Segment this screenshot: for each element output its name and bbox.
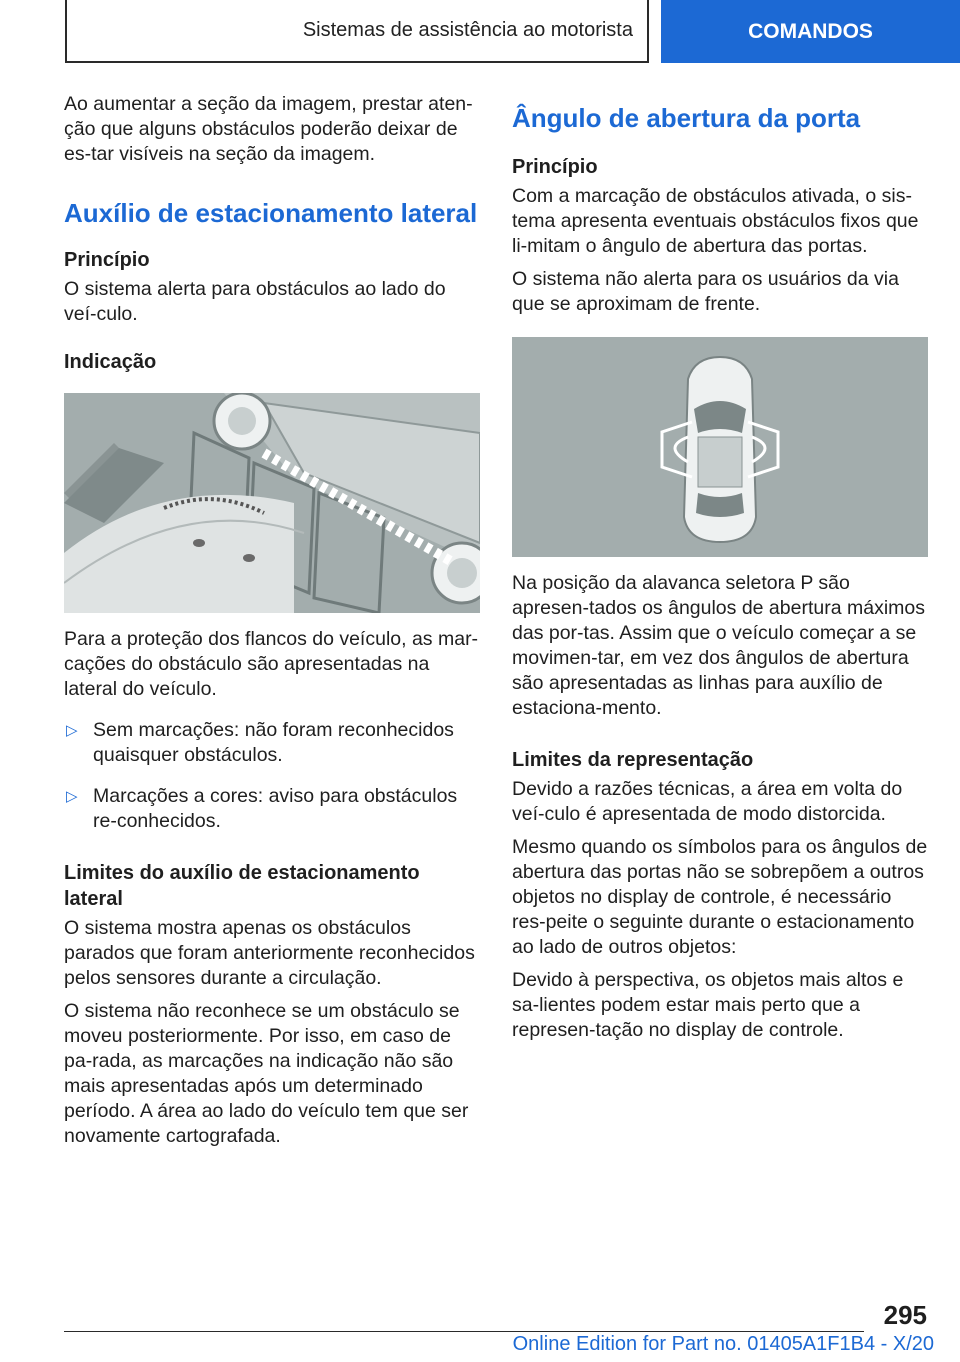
indication-paragraph: Para a proteção dos flancos do veículo, as mar-cações do obstáculo são apresentadas na lateral do veículo. [64, 628, 479, 700]
page-number: 295 [883, 1300, 927, 1330]
triangle-right-icon: ▷ [66, 788, 78, 805]
side-limits-paragraph-2: O sistema não reconhece se um obstáculo se moveu posteriormente. Por isso, em caso de pa-rada, as marcações na indicação não são mais apresentadas após um determinado período. A área ao lado do veículo tem que ser novamente cartografada. [64, 1000, 469, 1147]
after-figure-paragraph: Na posição da alavanca seletora P são apresen-tados os ângulos de abertura máximos das por-tas. Assim que o veículo começar a se movimen-tar, em vez dos ângulos de abertura são apresentadas as linhas para auxílio de estaciona-mento. [512, 572, 925, 719]
indication-subheading: Indicação [64, 351, 157, 373]
principle-paragraph: O sistema alerta para obstáculos ao lado do veí-culo. [64, 278, 446, 325]
list-item [64, 718, 480, 768]
list-item-text: Marcações a cores: aviso para obstáculos re-conhecidos. [93, 785, 458, 832]
side-limits-paragraph-1: O sistema mostra apenas os obstáculos parados que foram anteriormente reconhecidos pelos sensores durante a circulação. [64, 917, 475, 989]
list-item-text: Sem marcações: não foram reconhecidos quaisquer obstáculos. [93, 719, 454, 766]
door-principle-paragraph-2: O sistema não alerta para os usuários da via que se aproximam de frente. [512, 268, 899, 315]
door-angle-drawing [512, 337, 928, 557]
marking-list [64, 718, 480, 834]
representation-limits-paragraph-3: Devido à perspectiva, os objetos mais altos e sa-lientes podem estar mais perto que a represen-tação no display de controle. [512, 969, 904, 1041]
header-section-tab [661, 0, 960, 63]
representation-limits-paragraph-1: Devido a razões técnicas, a área em volta do veí-culo é apresentada de modo distorcida. [512, 778, 903, 825]
door-angle-heading: Ângulo de abertura da porta [512, 103, 861, 133]
right-column [512, 92, 928, 1051]
representation-limits-subheading: Limites da representação [512, 749, 754, 771]
side-parking-drawing [64, 393, 480, 613]
footer-edition: Online Edition for Part no. 01405A1F1B4 - X/20 [512, 1333, 934, 1355]
door-angle-illustration [512, 337, 928, 557]
chapter-title: Sistemas de assistência ao motorista [302, 19, 633, 41]
section-title: COMANDOS [748, 19, 873, 43]
side-parking-illustration [64, 393, 480, 613]
principle-subheading: Princípio [64, 249, 150, 271]
side-parking-heading: Auxílio de estacionamento lateral [64, 198, 478, 228]
intro-paragraph: Ao aumentar a seção da imagem, prestar aten-ção que alguns obstáculos poderão deixar de es-tar visíveis na seção da imagem. [64, 93, 473, 165]
triangle-right-icon: ▷ [66, 722, 78, 739]
footer-divider [64, 1331, 864, 1332]
door-principle-paragraph-1: Com a marcação de obstáculos ativada, o sis-tema apresenta eventuais obstáculos fixos que li-mitam o ângulo de abertura das portas. [512, 185, 919, 257]
header-chapter-tab [65, 0, 649, 63]
side-limits-subheading: Limites do auxílio de estacionamento lateral [64, 862, 420, 910]
representation-limits-paragraph-2: Mesmo quando os símbolos para os ângulos de abertura das portas não se sobrepõem a outros objetos no display de controle, é necessário res-peite o seguinte durante o estacionamento ao lado de outros objetos: [512, 836, 928, 958]
door-principle-subheading: Princípio [512, 156, 598, 178]
list-item [64, 784, 480, 834]
left-column [64, 92, 480, 1157]
